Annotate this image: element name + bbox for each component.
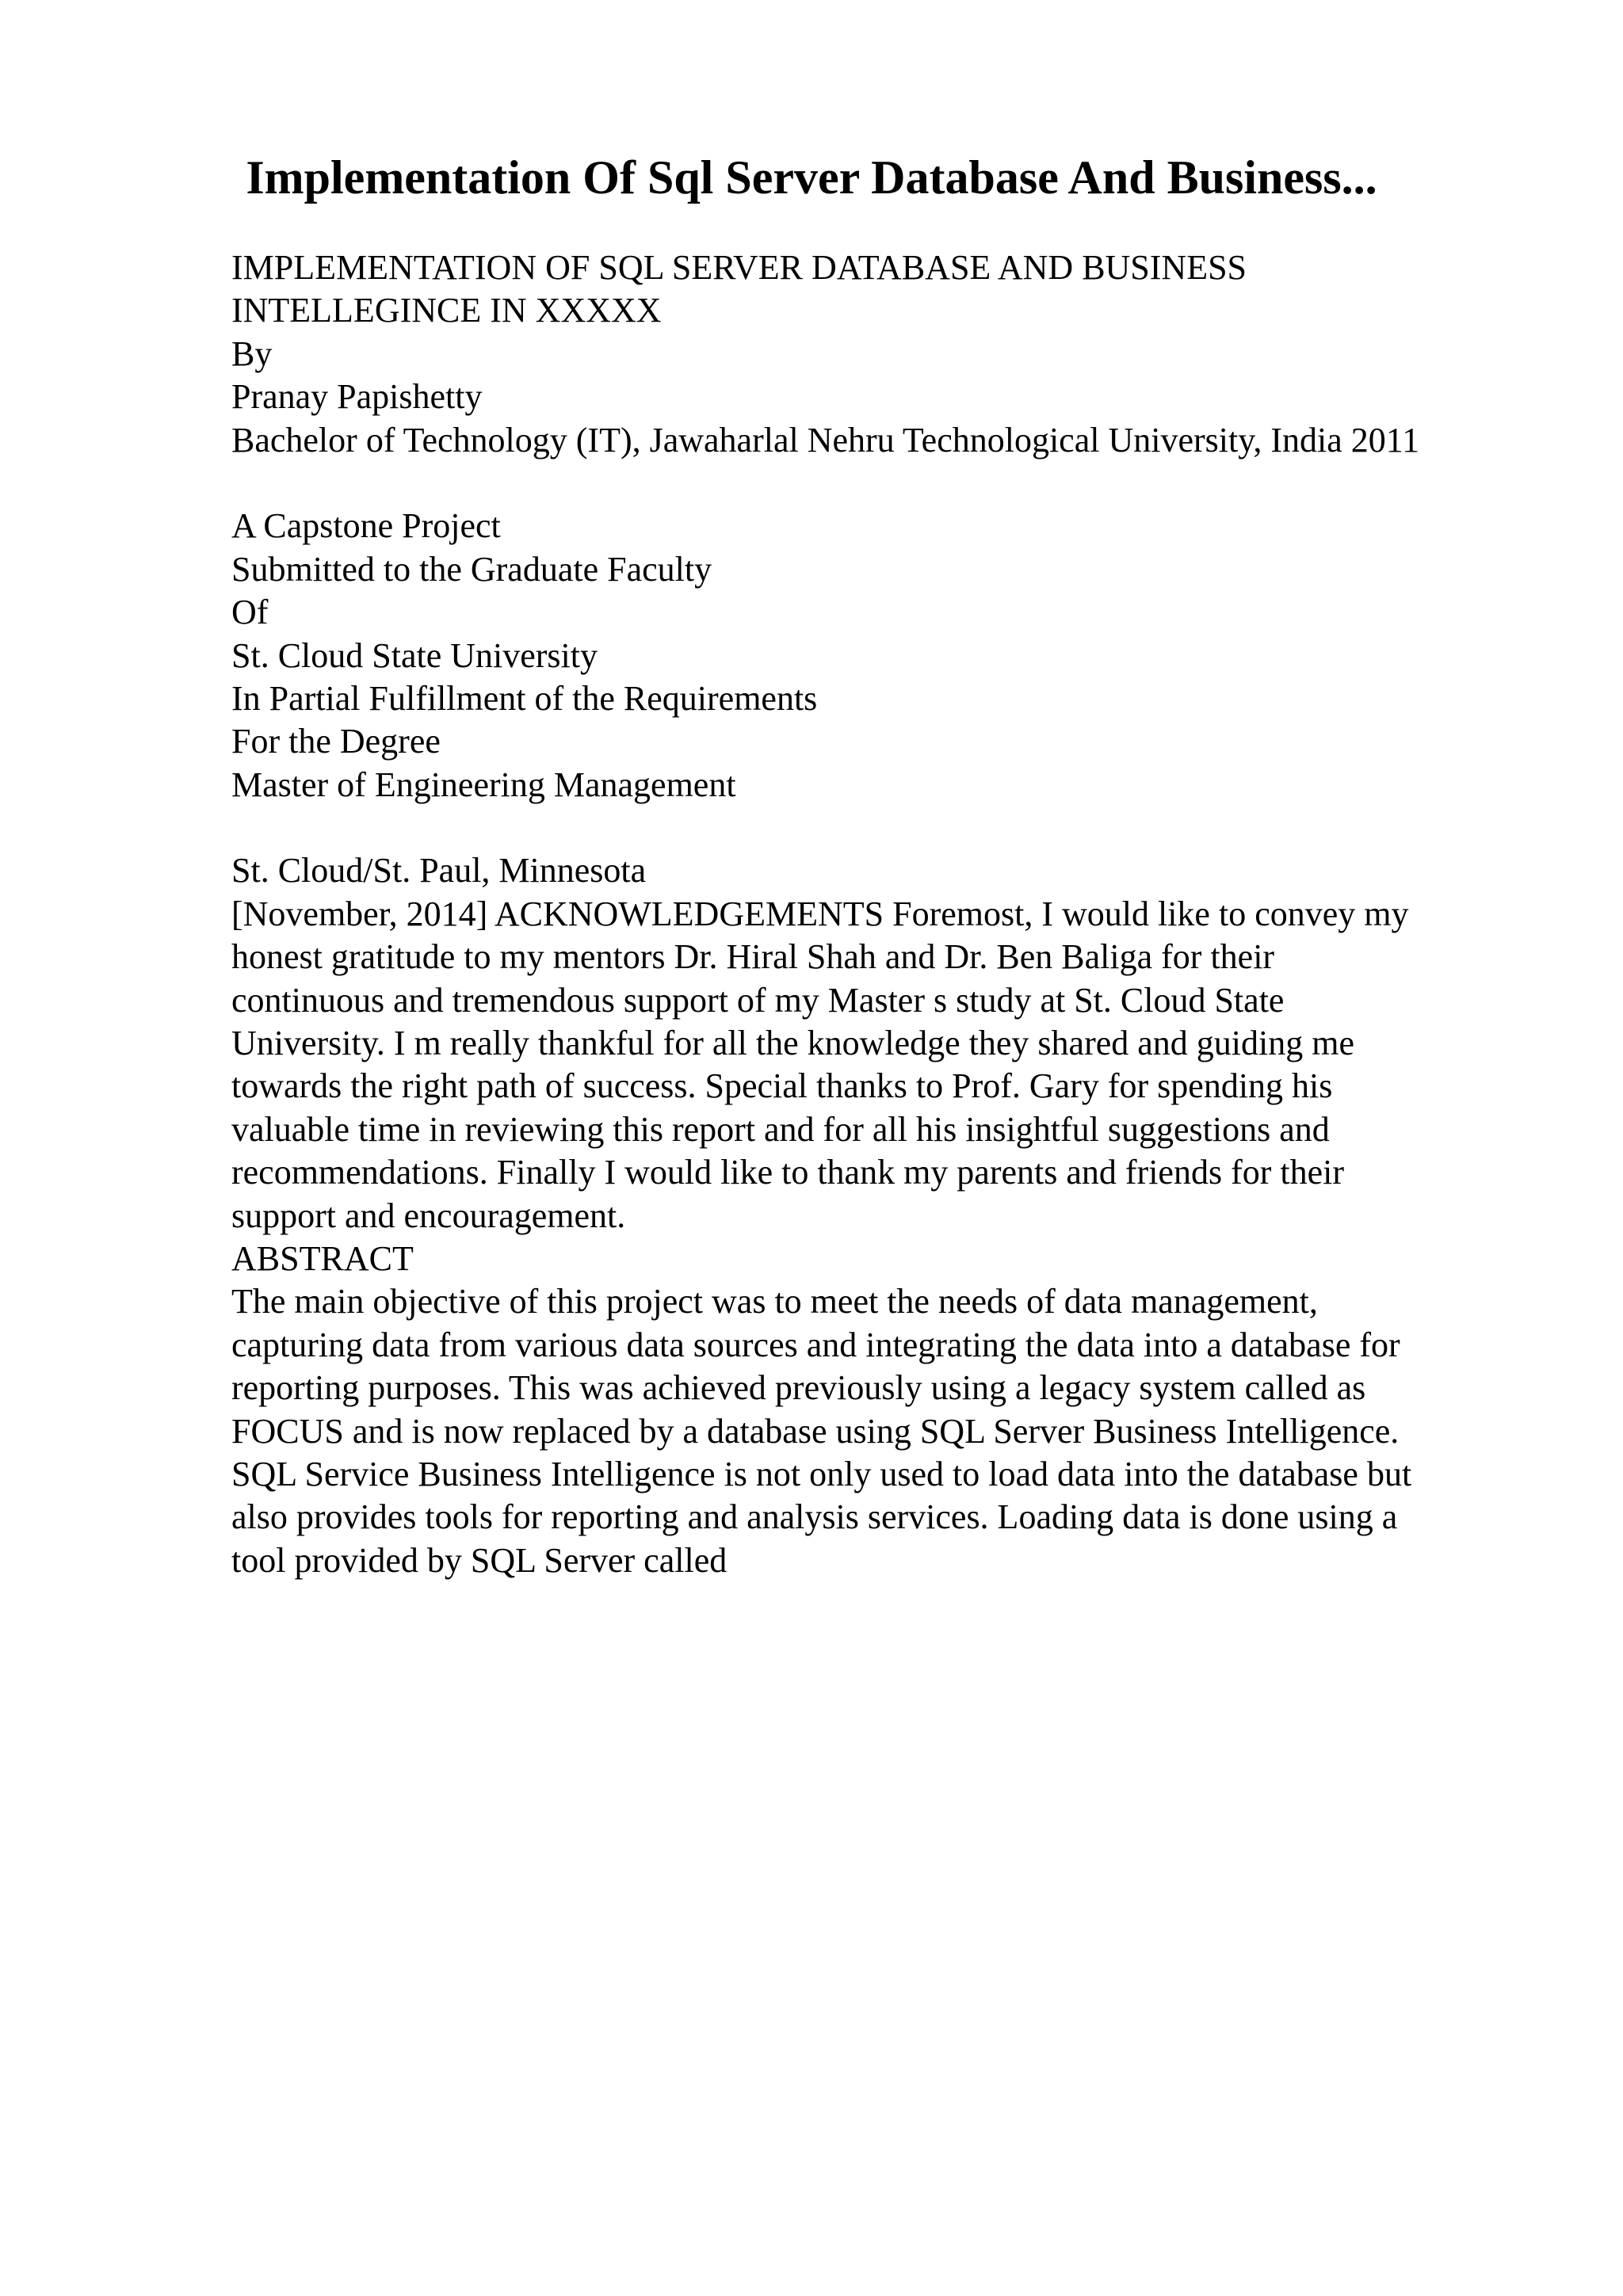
text-line: In Partial Fulfillment of the Requirements [231,678,818,718]
acknowledgements-line: valuable time in reviewing this report and for all his insightful suggestions and [231,1109,1330,1149]
university-name: St. Cloud State University [231,635,598,675]
document-title: Implementation Of Sql Server Database And Business... [246,151,1377,204]
abstract-line: reporting purposes. This was achieved previously using a legacy system called as [231,1368,1366,1408]
body-block [231,849,1515,1582]
acknowledgements-line: continuous and tremendous support of my Master s study at St. Cloud State [231,980,1285,1020]
author-degree: Bachelor of Technology (IT), Jawaharlal Nehru Technological University, India 2011 [231,420,1420,460]
degree-name: Master of Engineering Management [231,765,736,804]
spacer [231,462,1515,505]
acknowledgements-line: honest gratitude to my mentors Dr. Hiral Shah and Dr. Ben Baliga for their [231,937,1275,977]
abstract-line: SQL Service Business Intelligence is not only used to load data into the database but [231,1454,1412,1493]
abstract-line: The main objective of this project was to meet the needs of data management, [231,1282,1318,1322]
abstract-line: tool provided by SQL Server called [231,1540,727,1580]
text-line: INTELLEGINCE IN XXXXX [231,291,662,330]
location-line: St. Cloud/St. Paul, Minnesota [231,851,647,891]
text-line: A Capstone Project [231,506,501,546]
acknowledgements-line: support and encouragement. [231,1196,626,1235]
spacer [231,807,1515,849]
text-line: Submitted to the Graduate Faculty [231,549,712,589]
text-line: By [231,334,273,373]
text-line: For the Degree [231,722,441,761]
title-block [231,246,1515,462]
text-line: IMPLEMENTATION OF SQL SERVER DATABASE AND BUSINESS [231,248,1247,287]
author-name: Pranay Papishetty [231,377,483,417]
acknowledgements-line: towards the right path of success. Special thanks to Prof. Gary for spending his [231,1066,1333,1106]
submission-block [231,505,1515,807]
abstract-heading: ABSTRACT [231,1238,414,1278]
text-line: Of [231,593,269,632]
acknowledgements-line: recommendations. Finally I would like to thank my parents and friends for their [231,1153,1345,1192]
document-content [231,246,1515,1582]
acknowledgements-line: [November, 2014] ACKNOWLEDGEMENTS Foremost, I would like to convey my [231,894,1409,933]
abstract-line: capturing data from various data sources and integrating the data into a database for [231,1325,1400,1364]
acknowledgements-line: University. I m really thankful for all the knowledge they shared and guiding me [231,1024,1354,1063]
abstract-line: FOCUS and is now replaced by a database using SQL Server Business Intelligence. [231,1411,1400,1451]
abstract-line: also provides tools for reporting and analysis services. Loading data is done using a [231,1497,1398,1537]
